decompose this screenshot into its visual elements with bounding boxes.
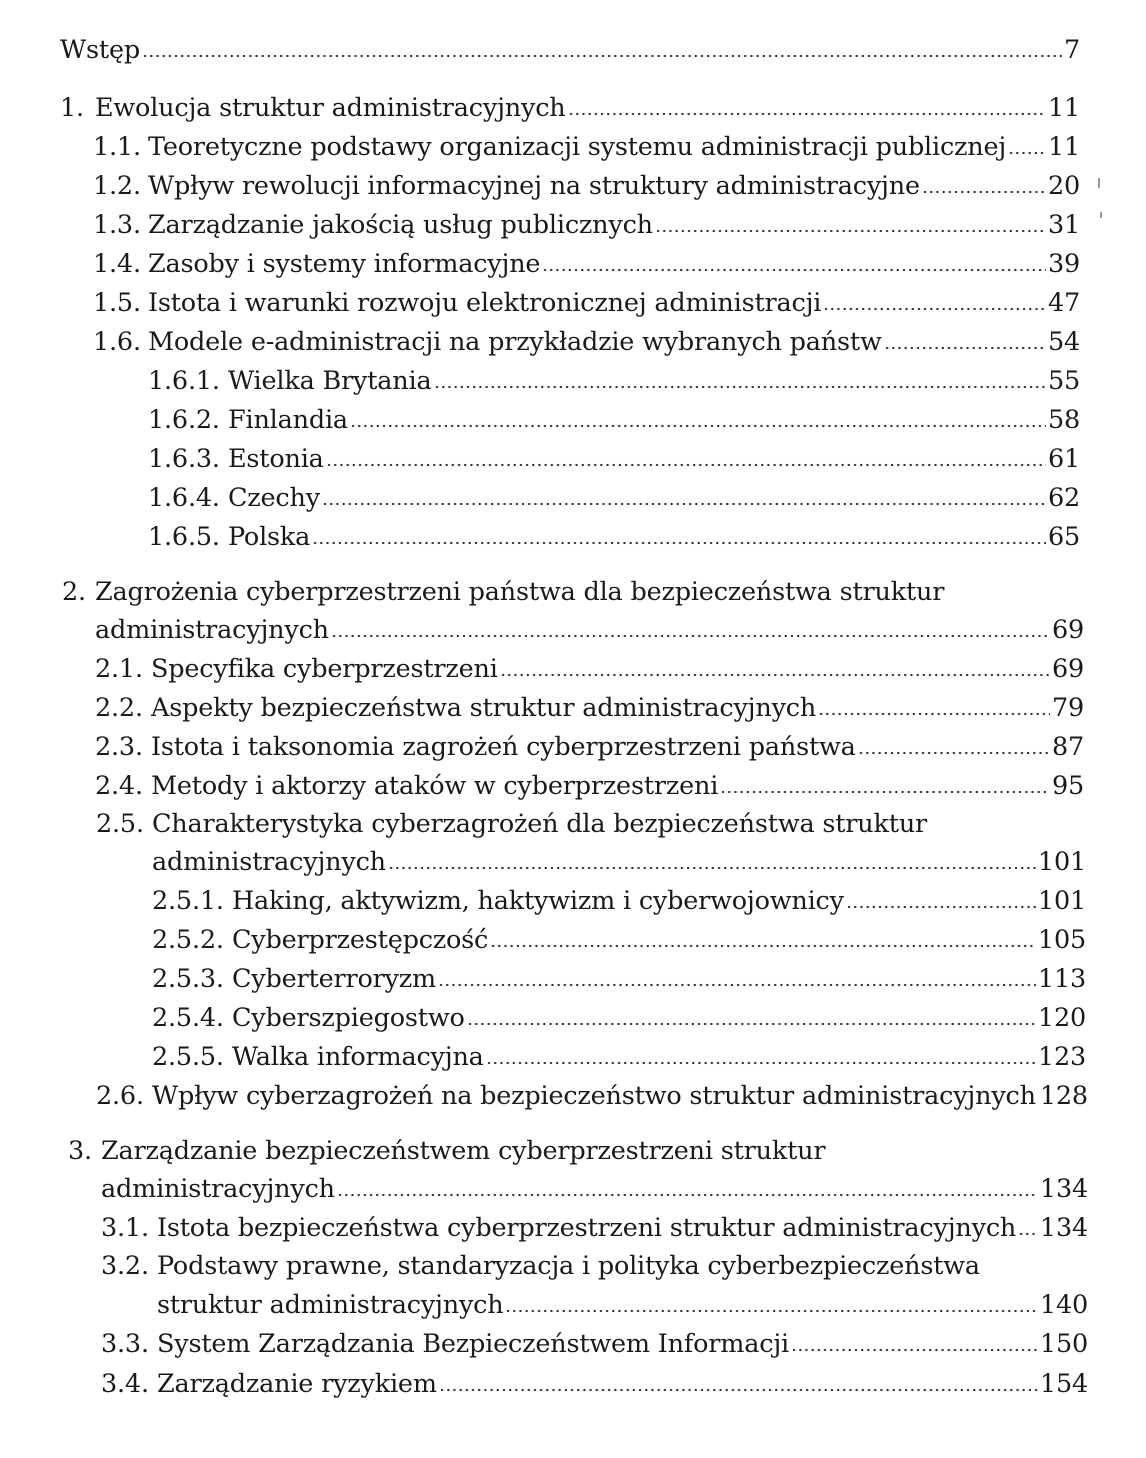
entry-number: 3.3. xyxy=(101,1329,149,1359)
toc-entry-1-1 xyxy=(93,131,1080,163)
dot-leader xyxy=(568,106,1046,116)
entry-title: Wpływ cyberzagrożeń na bezpieczeństwo struktur administracyjnych xyxy=(152,1081,1036,1111)
dot-leader xyxy=(846,899,1036,909)
page-number: 65 xyxy=(1047,522,1080,552)
page-number: 128 xyxy=(1039,1081,1088,1111)
entry-number: 2.3. xyxy=(95,732,143,762)
dot-leader xyxy=(312,535,1046,545)
toc-entry-chapter-3 xyxy=(101,1173,1088,1205)
entry-title: Zasoby i systemy informacyjne xyxy=(148,249,541,279)
dot-leader xyxy=(486,1055,1036,1065)
toc-entry-1-6 xyxy=(93,326,1080,358)
toc-entry-3-2 xyxy=(157,1289,1088,1321)
page-number: 140 xyxy=(1039,1290,1088,1320)
toc-entry-wstep xyxy=(60,34,1080,66)
toc-entry-chapter-3-line1 xyxy=(68,1135,1088,1167)
entry-title: Polska xyxy=(228,522,311,552)
dot-leader xyxy=(1008,145,1046,155)
dot-leader xyxy=(322,496,1046,506)
entry-title: System Zarządzania Bezpieczeństwem Informacji xyxy=(157,1329,789,1359)
dot-leader xyxy=(505,1303,1037,1313)
entry-title: Ewolucja struktur administracyjnych xyxy=(95,93,566,123)
dot-leader xyxy=(326,457,1046,467)
dot-leader xyxy=(438,977,1036,987)
toc-entry-2-6 xyxy=(96,1080,1086,1112)
entry-title: Cyberterroryzm xyxy=(232,964,437,994)
page-number: 39 xyxy=(1047,249,1080,279)
page-number: 61 xyxy=(1047,444,1080,474)
dot-leader xyxy=(337,1187,1038,1197)
entry-number: 1.6.5. xyxy=(148,522,220,552)
page-number: 55 xyxy=(1047,366,1080,396)
toc-entry-3-1 xyxy=(101,1212,1088,1244)
dot-leader xyxy=(1018,1226,1038,1236)
toc-entry-2-5 xyxy=(152,846,1086,878)
entry-title: Haking, aktywizm, haktywizm i cyberwojownicy xyxy=(232,886,844,916)
page-number: 101 xyxy=(1037,847,1086,877)
dot-leader xyxy=(823,301,1046,311)
page-number: 11 xyxy=(1047,93,1080,123)
page-number: 62 xyxy=(1047,483,1080,513)
toc-entry-1-6-2 xyxy=(148,404,1080,436)
toc-entry-3-2-line1 xyxy=(101,1250,1088,1282)
entry-title: administracyjnych xyxy=(101,1174,335,1204)
entry-number: 2.6. xyxy=(96,1081,144,1111)
page-number: 58 xyxy=(1047,405,1080,435)
toc-entry-2-5-3 xyxy=(152,963,1086,995)
entry-title: Specyfika cyberprzestrzeni xyxy=(151,654,498,684)
entry-title: Modele e-administracji na przykładzie wybranych państw xyxy=(148,327,882,357)
entry-title: Metody i aktorzy ataków w cyberprzestrzeni xyxy=(151,771,719,801)
entry-title: Aspekty bezpieczeństwa struktur administracyjnych xyxy=(151,693,817,723)
entry-number: 3.4. xyxy=(101,1369,149,1399)
entry-title: Estonia xyxy=(228,444,324,474)
toc-entry-1-6-5 xyxy=(148,521,1080,553)
entry-number: 2.5.2. xyxy=(152,925,224,955)
entry-number: 2.4. xyxy=(95,771,143,801)
entry-number: 1.5. xyxy=(93,288,141,318)
entry-number: 1.6.2. xyxy=(148,405,220,435)
entry-number: 1.6. xyxy=(93,327,141,357)
entry-number: 2.5.4. xyxy=(152,1003,224,1033)
entry-title: Cyberprzestępczość xyxy=(232,925,489,955)
dot-leader xyxy=(388,860,1036,870)
entry-number: 1. xyxy=(60,93,84,123)
page-number: 7 xyxy=(1063,35,1080,65)
entry-number: 1.6.4. xyxy=(148,483,220,513)
toc-entry-chapter-2 xyxy=(95,614,1084,646)
entry-number: 1.4. xyxy=(93,249,141,279)
toc-entry-1-6-4 xyxy=(148,482,1080,514)
toc-entry-1-3 xyxy=(93,209,1080,241)
entry-title: Czechy xyxy=(228,483,320,513)
toc-entry-1-2 xyxy=(93,170,1080,202)
entry-number: 2.1. xyxy=(95,654,143,684)
entry-number: 2.2. xyxy=(95,693,143,723)
toc-entry-3-4 xyxy=(101,1368,1088,1400)
toc-entry-2-4 xyxy=(95,770,1084,802)
entry-title: administracyjnych xyxy=(95,615,329,645)
scan-artifact-mark xyxy=(1100,212,1102,218)
page-number: 87 xyxy=(1051,732,1084,762)
dot-leader xyxy=(331,628,1050,638)
page-number: 123 xyxy=(1037,1042,1086,1072)
entry-title: Zarządzanie ryzykiem xyxy=(157,1369,437,1399)
entry-number: 2.5.3. xyxy=(152,964,224,994)
toc-entry-1-6-1 xyxy=(148,365,1080,397)
page-number: 11 xyxy=(1047,132,1080,162)
toc-entry-2-3 xyxy=(95,731,1084,763)
entry-title-line1: Zarządzanie bezpieczeństwem cyberprzestrzeni struktur xyxy=(101,1136,826,1166)
dot-leader xyxy=(720,784,1050,794)
entry-title: Finlandia xyxy=(228,405,348,435)
dot-leader xyxy=(791,1342,1038,1352)
dot-leader xyxy=(142,48,1062,58)
page-number: 134 xyxy=(1039,1174,1088,1204)
page-number: 154 xyxy=(1039,1369,1088,1399)
page-number: 134 xyxy=(1039,1213,1088,1243)
entry-number: 3.1. xyxy=(101,1213,149,1243)
entry-title-line1: Podstawy prawne, standaryzacja i polityka cyberbezpieczeństwa xyxy=(157,1251,980,1281)
dot-leader xyxy=(350,418,1046,428)
entry-title-line1: Zagrożenia cyberprzestrzeni państwa dla bezpieczeństwa struktur xyxy=(95,577,945,607)
entry-number: 2.5. xyxy=(96,809,144,839)
entry-title: Istota bezpieczeństwa cyberprzestrzeni struktur administracyjnych xyxy=(157,1213,1017,1243)
dot-leader xyxy=(434,379,1046,389)
toc-entry-3-3 xyxy=(101,1328,1088,1360)
dot-leader xyxy=(818,706,1050,716)
page-number: 113 xyxy=(1037,964,1086,994)
page-number: 20 xyxy=(1047,171,1080,201)
entry-title: Istota i taksonomia zagrożeń cyberprzestrzeni państwa xyxy=(151,732,856,762)
entry-number: 3. xyxy=(68,1136,92,1166)
page-number: 54 xyxy=(1047,327,1080,357)
toc-entry-1-6-3 xyxy=(148,443,1080,475)
page-number: 105 xyxy=(1037,925,1086,955)
entry-number: 2.5.1. xyxy=(152,886,224,916)
toc-entry-1-4 xyxy=(93,248,1080,280)
toc-entry-2-5-4 xyxy=(152,1002,1086,1034)
toc-entry-2-1 xyxy=(95,653,1084,685)
entry-number: 1.1. xyxy=(93,132,141,162)
toc-entry-chapter-1 xyxy=(60,92,1080,124)
dot-leader xyxy=(655,223,1046,233)
toc-entry-2-2 xyxy=(95,692,1084,724)
entry-number: 1.2. xyxy=(93,171,141,201)
page-number: 69 xyxy=(1051,615,1084,645)
page-number: 79 xyxy=(1051,693,1084,723)
entry-title: Teoretyczne podstawy organizacji systemu administracji publicznej xyxy=(148,132,1007,162)
entry-number: 1.6.1. xyxy=(148,366,220,396)
dot-leader xyxy=(922,184,1046,194)
entry-number: 2.5.5. xyxy=(152,1042,224,1072)
entry-title: Wpływ rewolucji informacyjnej na struktury administracyjne xyxy=(148,171,920,201)
dot-leader xyxy=(500,667,1050,677)
page-number: 47 xyxy=(1047,288,1080,318)
page-number: 101 xyxy=(1037,886,1086,916)
entry-title: Zarządzanie jakością usług publicznych xyxy=(148,210,653,240)
toc-entry-chapter-2-line1 xyxy=(62,576,1084,608)
entry-number: 1.6.3. xyxy=(148,444,220,474)
entry-number: 1.3. xyxy=(93,210,141,240)
dot-leader xyxy=(858,745,1050,755)
page-number: 69 xyxy=(1051,654,1084,684)
toc-entry-2-5-line1 xyxy=(96,808,1086,840)
entry-title: Walka informacyjna xyxy=(232,1042,484,1072)
entry-title: Istota i warunki rozwoju elektronicznej administracji xyxy=(148,288,822,318)
entry-title: Wstęp xyxy=(60,35,140,65)
scan-artifact-mark xyxy=(1098,178,1100,188)
entry-title: struktur administracyjnych xyxy=(157,1290,504,1320)
dot-leader xyxy=(542,262,1046,272)
page-number: 150 xyxy=(1039,1329,1088,1359)
dot-leader xyxy=(467,1016,1036,1026)
entry-number: 3.2. xyxy=(101,1251,149,1281)
page-number: 95 xyxy=(1051,771,1084,801)
entry-number: 2. xyxy=(62,577,86,607)
dot-leader xyxy=(884,340,1046,350)
entry-title: administracyjnych xyxy=(152,847,386,877)
dot-leader xyxy=(439,1382,1038,1392)
toc-entry-2-5-5 xyxy=(152,1041,1086,1073)
page-number: 31 xyxy=(1047,210,1080,240)
toc-entry-2-5-2 xyxy=(152,924,1086,956)
entry-title: Wielka Brytania xyxy=(228,366,432,396)
toc-entry-1-5 xyxy=(93,287,1080,319)
page-number: 120 xyxy=(1037,1003,1086,1033)
dot-leader xyxy=(490,938,1036,948)
entry-title: Cyberszpiegostwo xyxy=(232,1003,465,1033)
toc-entry-2-5-1 xyxy=(152,885,1086,917)
entry-title-line1: Charakterystyka cyberzagrożeń dla bezpieczeństwa struktur xyxy=(152,809,928,839)
